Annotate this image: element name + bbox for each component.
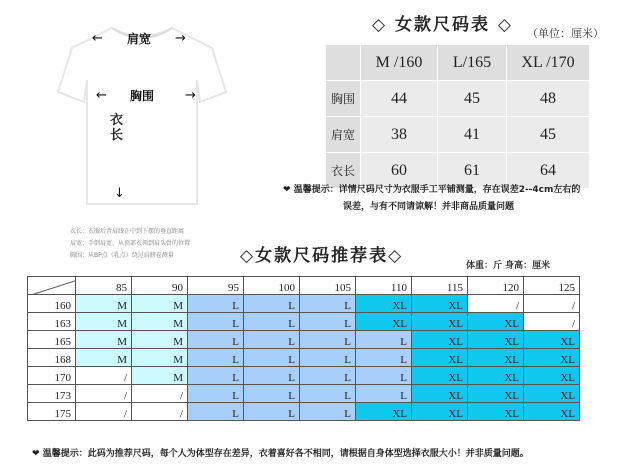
weight-header: 85	[76, 277, 132, 295]
recommend-table	[27, 276, 580, 421]
weight-header: 115	[412, 277, 468, 295]
size-recommend-cell: L	[244, 331, 300, 349]
size-recommend-cell: /	[524, 313, 580, 331]
size-recommend-cell: L	[300, 295, 356, 313]
size-recommend-cell: XL	[524, 385, 580, 403]
size-row-label: 胸围	[326, 81, 361, 117]
recommend-unit: 体重：斤 身高：厘米	[466, 261, 551, 271]
size-recommend-cell: L	[300, 403, 356, 421]
weight-header: 125	[524, 277, 580, 295]
size-recommend-cell: L	[188, 295, 244, 313]
size-recommend-cell: L	[300, 349, 356, 367]
size-recommend-cell: /	[132, 403, 188, 421]
weight-header: 90	[132, 277, 188, 295]
size-recommend-cell: L	[188, 385, 244, 403]
recommend-tip	[32, 446, 529, 459]
size-recommend-cell: XL	[468, 331, 524, 349]
size-cell: 45	[438, 81, 507, 117]
measurement-tip	[283, 182, 615, 216]
height-label: 170	[28, 367, 76, 385]
recommend-row	[28, 349, 580, 367]
size-recommend-cell: /	[524, 295, 580, 313]
size-recommend-cell: M	[76, 331, 132, 349]
size-recommend-cell: M	[76, 349, 132, 367]
size-recommend-cell: L	[356, 385, 412, 403]
height-label: 175	[28, 403, 76, 421]
size-row-label: 肩宽	[326, 117, 361, 153]
size-recommend-cell: M	[132, 349, 188, 367]
size-chart-title: ◇ 女款尺码表 ◇	[372, 15, 513, 35]
size-chart-row	[326, 117, 590, 153]
size-recommend-cell: L	[188, 331, 244, 349]
size-recommend-cell: XL	[412, 349, 468, 367]
recommend-row	[28, 385, 580, 403]
diagonal-line	[28, 277, 76, 295]
size-recommend-cell: XL	[524, 367, 580, 385]
size-recommend-cell: XL	[468, 385, 524, 403]
recommend-row	[28, 403, 580, 421]
recommend-body	[28, 295, 580, 421]
measurement-tip-line2: 误差，与有不同请谅解！并非商品质量问题	[343, 202, 515, 212]
height-label: 173	[28, 385, 76, 403]
height-label: 165	[28, 331, 76, 349]
recommend-row	[28, 313, 580, 331]
size-recommend-cell: XL	[524, 403, 580, 421]
size-recommend-cell: L	[300, 331, 356, 349]
chest-label: 胸围	[130, 89, 155, 103]
note-chest: 胸围：从BP点（乳点）绕过肩膀卷测量	[70, 252, 174, 259]
size-recommend-cell: XL	[412, 313, 468, 331]
size-chart-table	[325, 44, 590, 189]
size-recommend-cell: XL	[524, 331, 580, 349]
note-shoulder: 肩宽：手倒肩宽，从顶部衣领到肩头骨的位置	[70, 240, 191, 247]
size-recommend-cell: L	[244, 403, 300, 421]
size-cell: 44	[361, 81, 438, 117]
size-recommend-cell: L	[356, 349, 412, 367]
weight-header: 100	[244, 277, 300, 295]
size-header: M /160	[361, 45, 438, 81]
size-recommend-cell: L	[188, 313, 244, 331]
size-recommend-cell: M	[132, 367, 188, 385]
recommend-title: ◇女款尺码推荐表◇	[240, 246, 404, 266]
size-recommend-cell: XL	[468, 349, 524, 367]
size-cell: 61	[438, 153, 507, 189]
size-row-label: 衣长	[326, 153, 361, 189]
size-cell: 48	[507, 81, 590, 117]
recommend-header-row	[28, 277, 580, 295]
heart-icon: ❤	[283, 185, 291, 195]
height-label: 163	[28, 313, 76, 331]
size-recommend-cell: XL	[412, 403, 468, 421]
size-cell: 45	[507, 117, 590, 153]
size-recommend-cell: /	[468, 295, 524, 313]
recommend-row	[28, 331, 580, 349]
heart-icon: ❤	[32, 449, 40, 459]
weight-header: 120	[468, 277, 524, 295]
shoulder-arrow-right: →	[175, 31, 186, 46]
size-recommend-cell: XL	[412, 367, 468, 385]
size-recommend-cell: /	[132, 385, 188, 403]
size-recommend-cell: M	[132, 313, 188, 331]
size-recommend-cell: /	[76, 385, 132, 403]
chest-arrow-left: ←	[96, 88, 107, 103]
size-recommend-cell: L	[300, 367, 356, 385]
size-cell: 38	[361, 117, 438, 153]
size-cell: 64	[507, 153, 590, 189]
height-label: 168	[28, 349, 76, 367]
recommend-row	[28, 295, 580, 313]
table-corner-diagonal	[28, 277, 76, 295]
length-arrow-down: ↓	[114, 186, 125, 201]
size-recommend-cell: XL	[468, 367, 524, 385]
size-recommend-cell: L	[244, 367, 300, 385]
size-recommend-cell: XL	[356, 403, 412, 421]
weight-header: 110	[356, 277, 412, 295]
size-recommend-cell: L	[188, 367, 244, 385]
height-label: 160	[28, 295, 76, 313]
size-recommend-cell: L	[244, 295, 300, 313]
size-header: L/165	[438, 45, 507, 81]
measurement-notes	[70, 226, 190, 262]
recommend-row	[28, 367, 580, 385]
size-recommend-cell: L	[356, 367, 412, 385]
size-recommend-cell: L	[188, 403, 244, 421]
size-cell: 60	[361, 153, 438, 189]
weight-header: 105	[300, 277, 356, 295]
size-recommend-cell: /	[76, 367, 132, 385]
size-cell: 41	[438, 117, 507, 153]
size-chart-row	[326, 81, 590, 117]
size-recommend-cell: L	[300, 385, 356, 403]
size-recommend-cell: XL	[524, 349, 580, 367]
measurement-tip-line1: 温馨提示：详情尺码尺寸为衣服手工平铺测量，存在误差2--4cm左右的	[293, 185, 581, 195]
length-label-top: 衣	[110, 113, 124, 128]
size-recommend-cell: M	[132, 295, 188, 313]
size-chart-header-row	[326, 45, 590, 81]
size-recommend-cell: L	[244, 313, 300, 331]
chest-arrow-right: →	[185, 88, 196, 103]
size-recommend-cell: XL	[412, 385, 468, 403]
size-chart-unit: （单位：厘米）	[527, 27, 604, 40]
size-recommend-cell: L	[244, 349, 300, 367]
size-chart-corner	[326, 45, 361, 81]
size-recommend-cell: XL	[468, 313, 524, 331]
size-recommend-cell: M	[76, 295, 132, 313]
size-recommend-cell: XL	[468, 403, 524, 421]
size-recommend-cell: /	[76, 403, 132, 421]
note-length: 衣长：衣服后背肩线正中到下摆的垂直距离	[70, 228, 185, 235]
shoulder-arrow-left: ←	[92, 31, 103, 46]
size-recommend-cell: L	[244, 385, 300, 403]
recommend-tip-text: 温馨提示：此码为推荐尺码，每个人为体型存在差异，衣着喜好各不相同，请根据自身体型选择衣服大小！并非质量问题。	[42, 449, 529, 459]
size-recommend-cell: L	[300, 313, 356, 331]
size-header: XL /170	[507, 45, 590, 81]
size-recommend-cell: L	[356, 331, 412, 349]
size-recommend-cell: XL	[412, 331, 468, 349]
size-recommend-cell: XL	[412, 295, 468, 313]
size-recommend-cell: M	[76, 313, 132, 331]
shoulder-label: 肩宽	[127, 32, 152, 46]
tshirt-illustration	[40, 8, 245, 208]
weight-header: 95	[188, 277, 244, 295]
length-label-bottom: 长	[110, 128, 124, 143]
size-recommend-cell: XL	[356, 295, 412, 313]
size-recommend-cell: M	[132, 331, 188, 349]
size-recommend-cell: L	[188, 349, 244, 367]
size-recommend-cell: XL	[356, 313, 412, 331]
